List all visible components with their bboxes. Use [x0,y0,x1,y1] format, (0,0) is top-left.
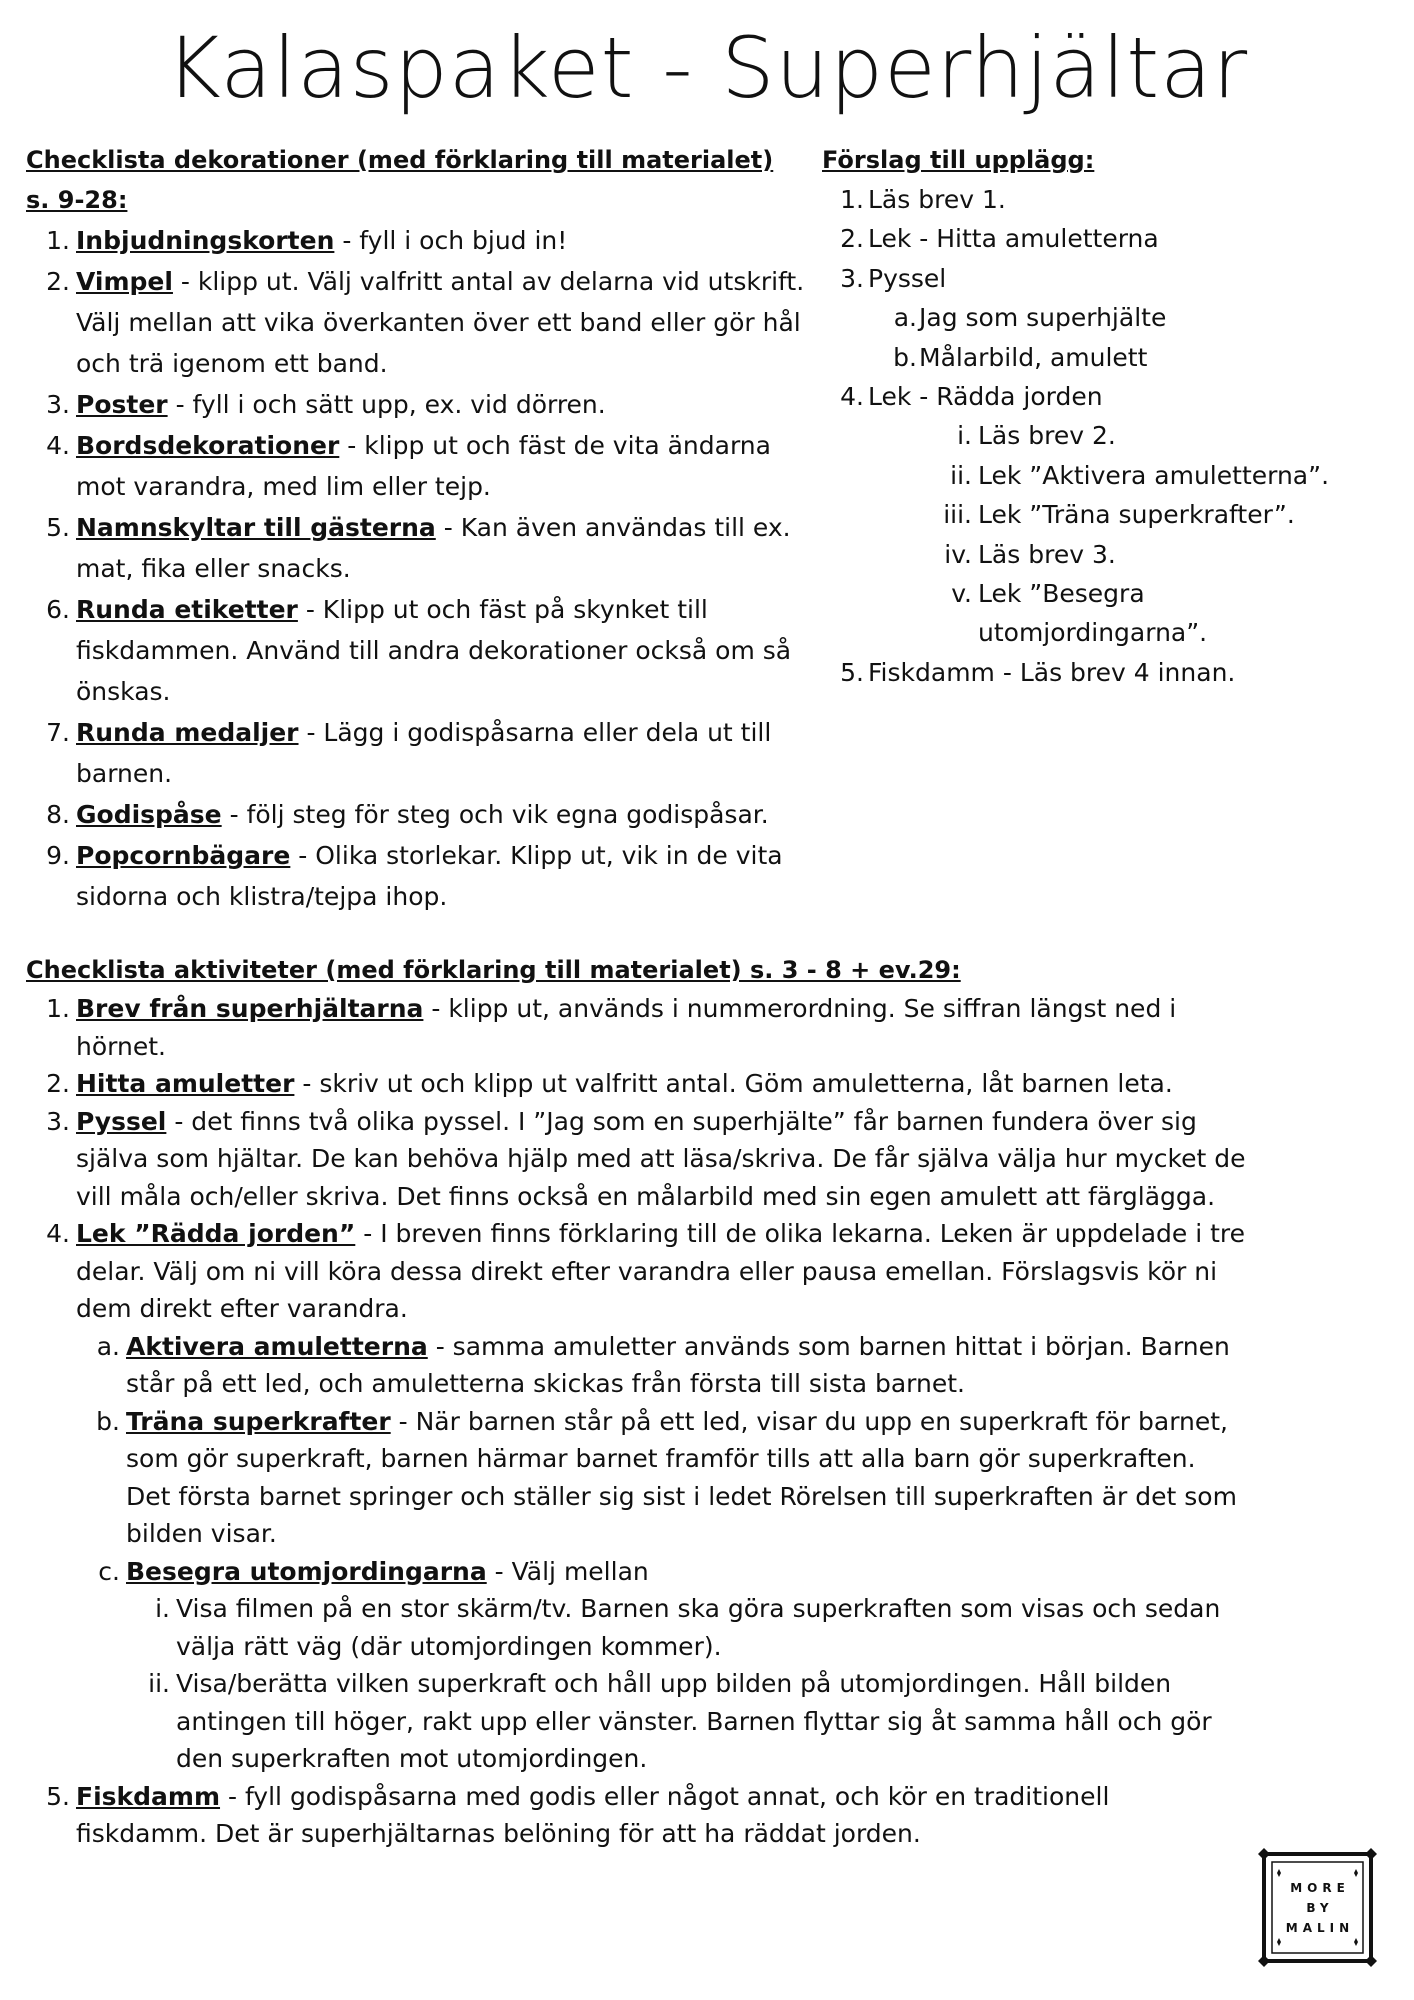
item-keyword: Inbjudningskorten [76,226,335,255]
item-text: - klipp ut, används i nummerordning. Se siffran längst ned i hörnet. [76,994,1177,1061]
list-item [822,338,1382,377]
item-number: a. [96,1331,120,1361]
item-number: 2. [46,267,70,296]
item-keyword: Pyssel [76,1106,167,1136]
plan-suggestion [822,140,1382,692]
list-item [26,220,816,261]
item-text: Lek - Rädda jorden [868,382,1103,412]
list-item [26,1215,1246,1328]
list-item [26,1328,1246,1403]
item-number: iii. [943,500,972,530]
item-number: c. [98,1556,120,1586]
item-keyword: Hitta amuletter [76,1069,295,1098]
item-text: Läs brev 3. [978,539,1116,569]
item-number: iv. [944,539,972,569]
item-text: - skriv ut och klipp ut valfritt antal. Göm amuletterna, låt barnen leta. [294,1069,1173,1098]
list-item [26,1665,1246,1778]
list-item [822,180,1382,219]
item-number: 1. [46,994,70,1023]
item-text: - Välj mellan [486,1556,649,1586]
item-number: 5. [46,513,70,542]
list-item [26,1590,1246,1665]
item-number: 3. [46,390,70,419]
list-item [26,261,816,384]
item-number: ii. [148,1669,170,1698]
activities-heading: Checklista aktiviteter (med förklaring till materialet) s. 3 - 8 + ev.29: [26,956,961,984]
item-keyword: Runda medaljer [76,718,299,747]
item-number: 5. [46,1781,70,1811]
item-number: 4. [840,382,864,412]
list-item [26,835,816,917]
list-item [822,456,1382,495]
item-number: 9. [46,841,70,870]
item-text: - fyll i och bjud in! [334,226,568,255]
item-text: - Olika storlekar. Klipp ut, vik in de vita sidorna och klistra/tejpa ihop. [76,841,783,911]
item-keyword: Runda etiketter [76,595,298,624]
item-keyword: Popcornbägare [76,841,291,870]
item-text: Läs brev 1. [868,185,1006,214]
item-text: Jag som superhjälte [919,303,1167,333]
item-text: Målarbild, amulett [919,342,1148,372]
list-item [26,1553,1246,1591]
list-item [822,416,1382,455]
item-text: - fyll godispåsarna med godis eller något annat, och kör en traditionell fiskdamm. Det är superhjältarnas belöning för att ha räddat jorden. [76,1781,1110,1848]
item-number: 6. [46,595,70,624]
list-item [26,712,816,794]
logo-line-malin: MALIN [1285,1920,1355,1935]
item-keyword: Vimpel [76,267,173,296]
list-item [822,495,1382,534]
item-text: Visa/berätta vilken superkraft och håll upp bilden på utomjordingen. Håll bilden antingen till höger, rakt upp eller vänster. Barnen flyttar sig åt samma håll och gör den superkraften mot utomjordingen. [176,1669,1212,1773]
item-text: Läs brev 2. [978,421,1116,451]
item-number: 3. [840,263,864,293]
list-item [822,259,1382,298]
item-number: 2. [840,224,864,254]
item-keyword: Bordsdekorationer [76,431,340,460]
item-text: Fiskdamm - Läs brev 4 innan. [868,657,1236,687]
item-text: - Kan även användas till ex. mat, fika eller snacks. [76,513,791,583]
plan-heading: Förslag till upplägg: [822,146,1095,174]
item-number: 1. [46,226,70,255]
logo-line-by: BY [1306,1900,1334,1915]
item-text: Lek ”Besegra utomjordingarna”. [978,579,1208,648]
list-item [26,1778,1246,1853]
item-number: 5. [840,657,864,687]
item-keyword: Poster [76,390,168,419]
list-item [26,990,1246,1065]
item-number: b. [893,342,917,372]
item-number: ii. [950,460,972,490]
item-number: 1. [840,185,864,214]
item-text: - det finns två olika pyssel. I ”Jag som en superhjälte” får barnen fundera över sig själva som hjältar. De kan behöva hjälp med att läsa/skriva. De får själva välja hur mycket de vill måla och/eller skriva. Det finns också en målarbild med sin egen amulett att färglägga. [76,1106,1246,1211]
page-title: Kalaspaket - Superhjältar [165,19,1249,117]
item-number: 4. [46,1219,70,1248]
item-text: - Klipp ut och fäst på skynket till fiskdammen. Använd till andra dekorationer också om så önskas. [76,595,792,706]
item-keyword: Aktivera amuletterna [126,1331,428,1361]
item-text: Visa filmen på en stor skärm/tv. Barnen ska göra superkraften som visas och sedan välja rätt väg (där utomjordingen kommer). [176,1594,1221,1661]
item-number: 3. [46,1106,70,1136]
item-keyword: Lek ”Rädda jorden” [76,1219,356,1248]
item-keyword: Brev från superhjältarna [76,994,424,1023]
list-item [822,574,1278,653]
list-item [822,219,1382,258]
item-number: i. [957,421,972,451]
list-item [822,377,1382,416]
activities-checklist [26,950,1246,1853]
item-text: - I breven finns förklaring till de olika lekarna. Leken är uppdelade i tre delar. Välj om ni vill köra dessa direkt efter varandra eller pausa emellan. Förslagsvis kör ni dem direkt efter varandra. [76,1219,1246,1323]
list-item [26,1403,1246,1553]
list-item [26,507,816,589]
item-keyword: Besegra utomjordingarna [126,1556,487,1586]
item-number: b. [96,1406,120,1436]
list-item [822,535,1382,574]
item-text: - följ steg för steg och vik egna godispåsar. [221,800,769,829]
item-text: - fyll i och sätt upp, ex. vid dörren. [167,390,606,419]
list-item [26,384,816,425]
item-keyword: Träna superkrafter [126,1406,391,1436]
item-number: a. [893,303,917,333]
decorations-heading-pages: s. 9-28: [26,186,128,214]
item-text: Lek ”Aktivera amuletterna”. [978,460,1330,490]
item-text: - samma amuletter används som barnen hittat i början. Barnen står på ett led, och amuletterna skickas från första till sista barnet. [126,1331,1230,1398]
item-number: 4. [46,431,70,460]
item-keyword: Fiskdamm [76,1781,221,1811]
item-text: - När barnen står på ett led, visar du upp en superkraft för barnet, som gör superkraft, barnen härmar barnet framför tills att alla barn gör superkraften. Det första barnet springer och ställer sig sist i ledet Rörelsen till superkraften är det som bilden visar. [126,1406,1237,1548]
item-number: 8. [46,800,70,829]
item-text: - Lägg i godispåsarna eller dela ut till barnen. [76,718,772,788]
list-item [26,1103,1246,1216]
item-text: - klipp ut. Välj valfritt antal av delarna vid utskrift. Välj mellan att vika överkanten över ett band eller gör hål och trä igenom ett band. [76,267,805,378]
list-item [26,425,816,507]
item-text: Lek ”Träna superkrafter”. [978,500,1295,530]
list-item [822,653,1382,692]
list-item [26,794,816,835]
item-text: - klipp ut och fäst de vita ändarna mot varandra, med lim eller tejp. [76,431,771,501]
item-number: 7. [46,718,70,747]
list-item [26,1065,1246,1103]
item-keyword: Namnskyltar till gästerna [76,513,436,542]
decorations-checklist [26,140,816,917]
item-number: v. [951,579,972,609]
item-text: Lek - Hitta amuletterna [868,224,1159,254]
item-keyword: Godispåse [76,800,222,829]
logo-line-more: MORE [1290,1880,1350,1895]
decorations-heading: Checklista dekorationer (med förklaring till materialet) [26,146,774,174]
brand-logo [1255,1845,1380,1970]
list-item [822,298,1382,337]
item-number: 2. [46,1069,70,1098]
list-item [26,589,816,712]
item-text: Pyssel [868,263,947,293]
item-number: i. [155,1594,170,1623]
